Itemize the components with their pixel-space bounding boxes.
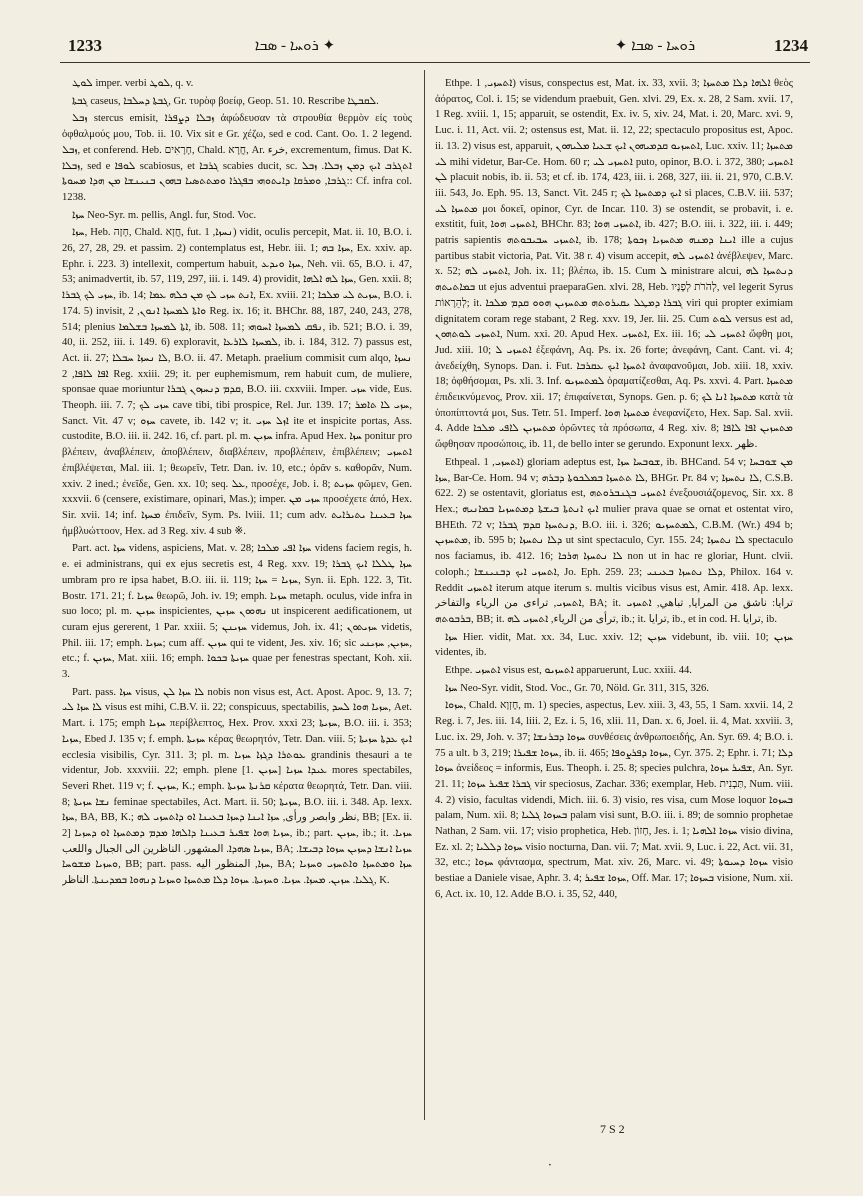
page-number-left: 1233 (68, 36, 102, 55)
left-column (62, 76, 412, 1116)
running-head-left: ܪܘܚܐ - ܣܒܐ ✦ (254, 38, 336, 54)
header-rule (60, 62, 810, 63)
dictionary-entry: ܚܙܐ, Heb. חָזָה, Chald. חֲזָא, fut. ܢܚܙܐ, 1) vidit, oculis percepit, Mat. ii. 10, B.O. i. 26, 27, 28, 29. et passim. 2) contemplatus est, Hebr. iii. 1; ܚܙܐ ܒܗ, Ex. xxiv. ap. Ephr. i. 223. 3) intellexit, compertum habuit, ܚܙܐ ܘܝܕܥ, Neh. vii. 65, B.O. i. 47, 53; animadvertit, ib. 57, 119, 297, iii. i. 149. 4) providit, ܚܙܐ ܠܗ ܐܠܗܐ, Gen. xxii. 8; ܚܙܝ ܠܟ ܓܒܪܐ, ib. 14; ܐܢܬ ܚܙܝ ܠܟ ܡܢ ܟܠܗ ܥܡܐ, Ex. xviii. 21; ܚܙܝܬ ܠܝ ܡܠܟܐ, B.O. i. 174. 5) invisit, ܘܐܬܐ ܠܡܚܙܐ ܐܢܘܢ, 2 Reg. ix. 16; it. BHChr. 88, 187, 240, 243, 278, 514; plenius ܐܬܐ ܠܡܚܙܐ ܒܫܠܡܐ, ib. 508. 11; ܢܦܩ ܠܡܚܙܐ ܐܚܘܗܝ, ib. 521; B.O. i. 39, 40, ii. 252, iii. i. 149. 6) exploravit, ܠܡܚܙܐ ܠܐܪܥܐ, ib. i. 184, 312. 7) passus est, Act. ii. 27; ܠܐ ܢܚܙܐ ܚܒܠܐ, B.O. ii. 47. Metaph. praelium commisit cum alqo, ܢܚܙܐ ܐܦܐ ܠܐܦܐ, 2 Reg. xxiii. 29; it. per euphemismum, rem habuit cum, de muliere, sponsae quae moriuntur ܩܕܡ ܕܢܚܙܘܢ ܓܒܪܐ, B.O. iii. cxxviii. Imper. ܚܙܝ vide, Eus. Theoph. iii. 7. 7; ܚܙܝ ܠܟ cave tibi, tibi prospice, Rel. Jur. 139. 17; ܚܙܝ ܠܐ ܬܐܡܪ, Sanct. Vit. 47 v; ܚܙܘ cavete, ib. 142 v; it. ܐܙܠ ܚܙܝ ite et inspicite portas, Ass. custodite, B.O. iii. ii. 242. 16, cf. part. pl. m. ܚܙܝܢ infra. Apud Hex. ܚܙܐ ponitur pro βλέπειν, ἀναβλέπειν, ἀποβλέπειν, διαβλέπειν, προβλέπειν, ἐπιβλέπειν; ܐܬܚܙܝ ἐπιβλέψεται, Mal. iii. 1; θεωρεῖν, Tetr. Dan. iv. 10, etc.; ὁρᾶν s. καθορᾶν, Num. xxiv. 2 ined.; ἐνεῖδε, Gen. xx. 10; seq. ܥܠ, προσέχε, Job. i. 8; ܚܙܝܬ φῶμεν, Gen. xxxvii. 6 (censere, existimare, opinari, Mas.); imper. ܚܙܝ ܡܢ προσέχετε ἀπό, Hex. Sir. xvii. 14; inf. ܡܚܙܐ ἐπιδεῖν, Sym. Ps. lviii. 11; cum adv. ܚܙܐ ܒܥܝܢܐ ܝܬܝܪܐܝܬ ἠμβλυώττοον, Hex. ad 3 Reg. xiv. 4 sub ※. (62, 227, 412, 537)
bottom-mark: · (548, 1158, 552, 1172)
dictionary-entry: ܓܒܬܐ caseus, ܓܒܬܐ ܕܚܠܒܐ, Gr. τυρὸφ βοείφ, Geop. 51. 10. Rescribe ܠܩܒܛܐ. (72, 95, 379, 107)
dictionary-entry: ܙܒܠ stercus emisit, ܙܒܠܐ ܕܨܦܪܐ ἀφώδευσαν τὰ στρουθία θερμὸν εἰς τοὺς ὀφθαλμούς μου, Tob. ii. 10. Vix sit e Gr. χέζω, sed e cod. Cant. Oo. 1. 2 legend. ܙܒܠ, et conferend. Heb. חָרָאִים, Chald. חֲרָא, Ar. خرء, excrementum, fimus. Dat K. ܙܒܠܐ, sed e ܠܘܦܐ scabiosus, et ܓܪܒܐ scabies ducit, sc. ܐܬܓܪܒ ܐܝܟ ܕܡܢ ܙܒܠܐ. ܙܒܠ ܓܪܒܐ, ܘܡܪܩܐ ܕܐܝܬܘܗܝ ܒܦܓܪܐ ܘܡܬܬܣܝܐ ܒܗܘܢ ܒܢܝܢܫܐ ܡܢ ܗܕܐ ܡܚܘܬܐ:: Cf. infra col. 1238. (62, 113, 412, 203)
dictionary-entry: Ethpeal. ܐܬܚܙܝ, 1) gloriam adeptus est, ܫܘܒܚܐ ܚܙܐ, ib. BHCand. 54 v; ܡܢ ܫܘܒܚܐ ܚܙܐ, Bar-Ce. Hom. 94 v; ܠܐ ܬܬܚܙܐ ܒܡܠܟܘܬܐ ܕܒܪܗ, BHGr. Pr. 84 v; ܠܐ ܢܬܚܙܐ, C.S.B. 622. 2) se ostentavit, gloriatus est, ܐܬܚܙܝ ܒܓܢܒܪܘܬܗ ἐνεξουσιάζομενος, Sir. xx. 8 Hex.; ܐܝܟ ܐܢܬܬܐ ܒܝܫܬܐ ܕܡܬܚܙܝܐ ܒܡܐܢܝܗ mulier prava quae se ornat et ostentat viro, BHEth. 72 v; ܕܢܬܚܙܐ ܩܕܡ ܓܒܪܐ, B.O. iii. i. 326; ܠܡܬܚܙܝܘ, C.B.M. (Wr.) 494 b; ܡܬܚܙܝܢ, ib. 595 b; ܕܠܐ ܢܬܚܙܐ ut sint spectaculo, Cyr. 155. 24; ܠܐ ܢܬܚܙܐ spectaculo nos faciamus, ib. 412. 16; ܠܐ ܢܬܚܙܐ ܗܪܟܐ non ut in hac re gloriar, Hunt. clvii. coloph.; ܐܬܚܙܝ ܐܝܟ ܕܒܢܝܢܫܐ, Jo. Eph. 259. 23; ܕܠܐ ܢܬܚܙܐ ܒܥܝܢܝ, Philox. 164 v. Reddit ܐܬܚܙܝ iterum atque iterum s. multis vicibus visus est, Amir. 418. Ap. lexx. ܐܬܚܙܝ, تراءى من الرياء والتفاخر, BA; it. ترايا: ناشق من المرايا, تباهي, ܐܬܚܙܝ ܒܪܒܘܬܗ, BB; it. ترأى من الرياء, ܐܬܚܙܝ ܠܗ, ib.; it. ترايا, ib., et in cod. H. ترايا, ib. (435, 456, 793, 625)
column-divider (424, 70, 425, 1120)
right-column (435, 76, 793, 1116)
dictionary-entry: ܚܙܐ Neo-Syr. m. pellis, Angl. fur, Stod. Voc. (72, 209, 257, 221)
dictionary-entry: ܚܙܐ Hier. vidit, Mat. xx. 34, Luc. xxiv. 12; ܚܙܝܢ videbunt, ib. viii. 10; ܚܙܝܢ videntes, ib. (435, 631, 793, 659)
dictionary-entry: ܠܘܛ imper. verbi ܠܘܛ, q. v. (72, 78, 194, 89)
dictionary-entry: Ethpe. ܐܬܚܙܝ, 1) visus, conspectus est, Mat. ix. 33, xvii. 3; ܐܠܗܐ ܕܠܐ ܡܬܚܙܐ θεὸς ἀόρατος, Col. i. 15; se videndum praebuit, Gen. xlvi. 29, Ex. x. 28, 2 Sam. xvii. 17, 1 Reg. xviii. 1, 15; apparuit, se ostendit, Ex. iv. 5, xiv. 24, Mat. i. 20, Marc. xvi. 9, Luc. i. 11, Act. vii. 2; ostensus est, Mat. ii. 12, 22; spectaculo propositus est, Apoc. ii. 13. 2) visus est, apparuit, ܐܬܚܙܝܘ ܩܕܡܝܗܘܢ ܐܝܟ ܫܥܝܐ ܡܠܝܗܘܢ, Luc. xxiv. 11; ܡܬܚܙܐ ܠܝ mihi videtur, Bar-Ce. Hom. 60 r; ܐܬܚܙܝ ܠܝ puto, opinor, B.O. i. 372, 380; ܐܬܚܙܝ ܠܢ placuit nobis, ib. ii. 53; et cf. ib. 174, 423, iii. i. 268, 327, iii. ii. 21, 970, C.B.V. iii. 543, Jo. Eph. 95. 13, Sanct. Vit. 245 r; ܐܝܟ ܕܡܬܚܙܐ ܠܟ si places, C.B.V. iii. 537; ܡܬܚܙܐ ܠܝ μοι δοκεῖ, opinor, Cyr. de Incar. 110. 3) se ostendit, se probavit, i. e. exstitit, fuit, ܐܬܚܙܝ ܗܘܐ, BHChr. 83; ܐܬܚܙܝ ܗܘܐ, ib. 427; B.O. iii. i. 322, iii. i. 449; patris sapientis ܐܬܚܙܝ ܚܒܝܒܘܬܗ, ib. 178; ܐܝܢܐ ܕܡܢܗ ܡܬܚܙܝܐ ܙܟܘܬܐ ille a cujus partibus stabit victoria, Pat. Vit. 38 r. 4) visum accepit, ܐܬܚܙܝ ܠܗ ἀνέβλεψεν, Marc. x. 52; ܐܬܚܙܝ ܠܗ, Joh. ix. 11; βλέπω, ib. 15. Cum ܠ ministrare alcui, ܕܢܬܚܙܐ ܠܗ ܒܡܐܬܝܬܗ ut ejus adventui praeparaGen. xlvi. 28, Heb. לְהֹרֹת לְפָנָיו, vel legerit Syrus לְהֵרָאוֹת; it. ܓܒܪܐ ܕܡܛܠ ܝܩܝܪܘܬܗ ܡܬܚܙܝܢ ܗܘܘ ܩܕܡ ܡܠܟܐ viri qui propter eximiam dignitatem coram rege stabant, 2 Reg. xxv. 19, Jer. lii. 25. Cum ܠܘܬ versus est ad, ܐܬܚܙܝ ܠܘܬܗܘܢ, Num. xxi. 20. Apud Hex. ܐܬܚܙܝ, Ex. iii. 16; ܐܬܚܙܝ ܠܝ ὤφθη μοι, Jud. xiii. 10; ܐܬܚܙܝ ܠ ἐξεφάνη, Aq. Ps. ix. 26 forte; ἀνεφάνη, Cant. Cant. vi. 4; ἀνεδείχθη, Synops. Dan. i. Fut. ܐܬܚܙܐ ܐܝܟ ܥܩܪܒܐ ἀναφανοῦμαι, Job. xiii. 18, xxiv. 18; ὀφθήσομαι, Ps. xli. 3. Inf. ܠܡܬܚܙܝܘ ὁραματίζεσθαι, Aq. Ps. xxvi. 4. Part. ܡܬܚܙܐ ἐπιδεικνύμενος, Prov. xii. 17; ἐπιφαίνεται, Synops. Gen. p. 6; ܡܬܚܙܐ ܐܢܐ ܠܟ κατὰ τὰ ὑποπίπτοντά μοι, Sus. Tetr. 51. Imperf. ܡܬܚܙܐ ܗܘܐ ἐνεφανίζετο, Hex. Sap. Sal. xvii. 4. Adde ܡܬܚܙܝܢ ܠܐܦܝ ܡܠܟܐ ὁρῶντες τὰ πρόσωπα, 4 Reg. xiv. 8; ܡܬܚܙܝܢ ܐܦܐ ܠܐܦܐ ὤφθησαν προσώποις, ib. 11, de bello inter se gerundo. Exponunt lexx. ظهر. (435, 78, 793, 451)
page-number-right: 1234 (774, 36, 808, 55)
dictionary-entry: ܚܙܘܐ, Chald. חֶזְוָא, m. 1) species, aspectus, Lev. xiii. 3, 43, 55, 1 Sam. xxvii. 14, 2 Reg. i. 7, Jes. iii. 14, liii. 2, Ez. i. 5, 16, xlii. 11, Dan. x. 6, Joel. ii. 4, Mat. xxviii. 3, Luc. ix. 29, Joh. v. 37; ܚܙܘܐ ܕܒܪܢܫܐ συνθέσεις ἀνθρωποειδής, An. Syr. 69. 4; B.O. i. 75 a ult. b 3, 219; ܚܙܘܐ ܫܦܝܪܐ, ib. ii. 465; ܚܙܘܐ ܕܦܪܨܘܦܐ, Cyr. 375. 2; Ephr. i. 71; ܕܠܐ ܚܙܘܐ ἀνείδεος = informis, Eus. Theoph. i. 25. 8; species pulchra, ܫܦܝܪ ܚܙܘܐ, An. Syr. 21. 11; ܓܒܪܐ ܫܦܝܪ ܚܙܘܐ vir speciosus, Zachar. 336; exemplar, Heb. תַּבְנִית, Num. viii. 4. 2) visio, facultas videndi, Mich. iii. 6. 3) visio, res visa, cum Mose loquor ܒܚܙܘܐ palam, Num. xii. 8; ܒܚܙܘܐ ܓܠܝܐ palam visi sunt, B.O. iii. i. 89; de somnio prophetae Nathan, 2 Sam. vii. 17; visio prophetica, Heb. חָזוֹן, Jes. i. 1; ܚܙܘܐ ܐܠܗܝܐ visio divina, Ez. xl. 2; ܚܙܘܐ ܕܠܠܝܐ visio nocturna, Dan. vii. 7; Mat. xvii. 9, Luc. i. 22, Act. vii. 31, 32, etc.; ܚܙܘܐ φάντασμα, spectrum, Mat. xiv. 26, Marc. vi. 49; ܚܙܘܐ ܕܚܝܘܬܐ visio bestiae a Daniele visae, Aphr. 3. 4; ܚܙܘܐ ܫܦܝܪ, Off. Mar. 17; ܒܚܙܘܐ visione, Num. xii. 6, Act. ix. 10, 12. Adde B.O. i. 35, 52, 440, (435, 700, 793, 900)
dictionary-entry: Ethpe. ܐܬܚܙܝ visus est, ܐܬܚܙܝܘ apparuerunt, Luc. xxiii. 44. (445, 665, 692, 677)
dictionary-entry: Part. act. ܚܙܐ videns, aspiciens, Mat. v. 28; ܚܙܐ ܐܦܝ ܡܠܟܐ videns faciem regis, h. e. ei administrans, qui ex ejus secretis est, 4 Reg. xxv. 19; ܚܙܐ ܛܠܠܐ ܐܝܟ ܓܒܪܐ umbram pro re ipsa habet, B.O. iii. ii. 119; ܚܙܝܐ = ܚܙܐ, Syn. ii. Eph. 122. 3, Tit. Bostr. 171. 21; f. ܚܙܝܐ θεωρῶ, Joh. iv. 19; emph. ܚܙܝܐ metaph. oculus, vide infra in suo loco; pl. m. ܚܙܝܢ inspicientes, ܢܗܘܘܢ ܚܙܝܢ ut inspicerent aedificationem, ut curam ejus gererent, 1 Par. xxiii. 5; ܚܙܝܢܢ videmus, Joh. ix. 41; ܚܙܝܬܘܢ videtis, Phil. iii. 17; emph. ܚܙܝܐ; cum aff. ܚܙܝܢ qui te vident, Jes. xiv. 16; sic ܚܙܝܢ, ܚܙܝܢܝ, etc.; f. ܚܙܝܢ, Mat. xiii. 16; emph. ܚܙܝܬܐ ܒܟܘܐ quae per fenestras spectant, Koh. xii. 3. (62, 543, 412, 681)
dictionary-entry: Part. pass. ܚܙܐ visus, ܠܐ ܚܙܐ ܠܢ nobis non visus est, Act. Apost. Apoc. 9, 13. 7; ܠܐ ܚܙܐ ܠܝ visus est mihi, C.B.V. ii. 22; conspicuus, spectabilis, ܚܙܝܐ ܗܘܐ ܠܚܕ, Aet. Mart. i. 175; emph ܚܙܝܐ περίβλεπτος, Hex. Prov. xxxi 23; ܚܙܝܬܐ, B.O. iii. i. 353; ܚܙܝܐ, Ebed J. 135 v; f. emph. ܚܙܝܬܐ κέρας θεωρητόν, Tetr. Dan. viii. 5; ܐܝܟ ܥܕܬܐ ܚܙܝܬܐ ecclesia visibilis, Cyr. 311. 3; pl. m. ܥܘܬܪܐ ܕܓܙܐ ܚܙܝܐ grandinis thesauri a te videntur, Job. xxxviii. 22; emph. plene [1. ܚܙܝܢ] ܥܝܕܐ ܚܙܝܐ mores spectabiles, Severi Rhet. 119 v; f. ܚܙܝܢ, K.; emph. ܩܪܢܬܐ ܚܙܝܬܐ κέρατα θεωρητά, Tetr. Dan. viii. 8; ܢܫܐ ܚܙܝܬܐ feminae spectabiles, Act. Mart. ii. 50; ܚܙܝܬܐ, B.O. iii. i. 348. Ap. lexx. ܚܙܐ, BA, BB, K.; نظر وابصر ورأى, ܚܙܐ ܐܝܢܐ ܕܚܙܐ ܒܥܝܢܐ ܐܘ ܕܐܬܚܙܝ ܠܗ, BB; [Ex. ii. 2] ܚܙܝܐ ܗܘܐ ܫܦܝܪ ܒܥܝܢܐ ܕܐܠܗܐ ܡܕܡ ܕܡܬܚܙܐ ܐܘ ܕܚܙܝܐ, ib.; part. ܚܙܝܢ, ib.; it. ܚܙܝܐ. ܚܙܝܐ ܣܗܕܐ. المشهور. الناظرين الى الجبال واللعب, BA; ܚܙܝܐ ܐܢܫܐ ܕܚܙܝܢ ܚܙܘܐ ܕܒܝܫܐ. ܘܚܙܝܐ ܡܫܘܚܐ, BB; part. pass. ܚܙܐ, المنظور اليه, BA; ܚܙܐ ܘܡܬܚܙܐ ܘܐܬܚܙܝ ܘܚܙܝܐ ܓܠܝܐ. ܚܙܝܢ. ܡܚܙܐ. ܚܙܝܐ. ܘܚܙܝܬܐ. ܚܙܘܐ ܕܠܐ ܡܬܚܙܐ ܘܚܙܝܐ ܕܢܗܘܐ ܒܡܕܝܢܬܐ. الناظر, K. (62, 686, 412, 887)
running-head-right: ✦ ܪܘܚܐ - ܣܒܐ (614, 38, 696, 54)
signature-mark: 7 S 2 (600, 1122, 625, 1136)
page-header (0, 30, 863, 60)
dictionary-entry: ܚܙܐ Neo-Syr. vidit, Stod. Voc., Gr. 70, Nöld. Gr. 311, 315, 326. (445, 682, 709, 694)
